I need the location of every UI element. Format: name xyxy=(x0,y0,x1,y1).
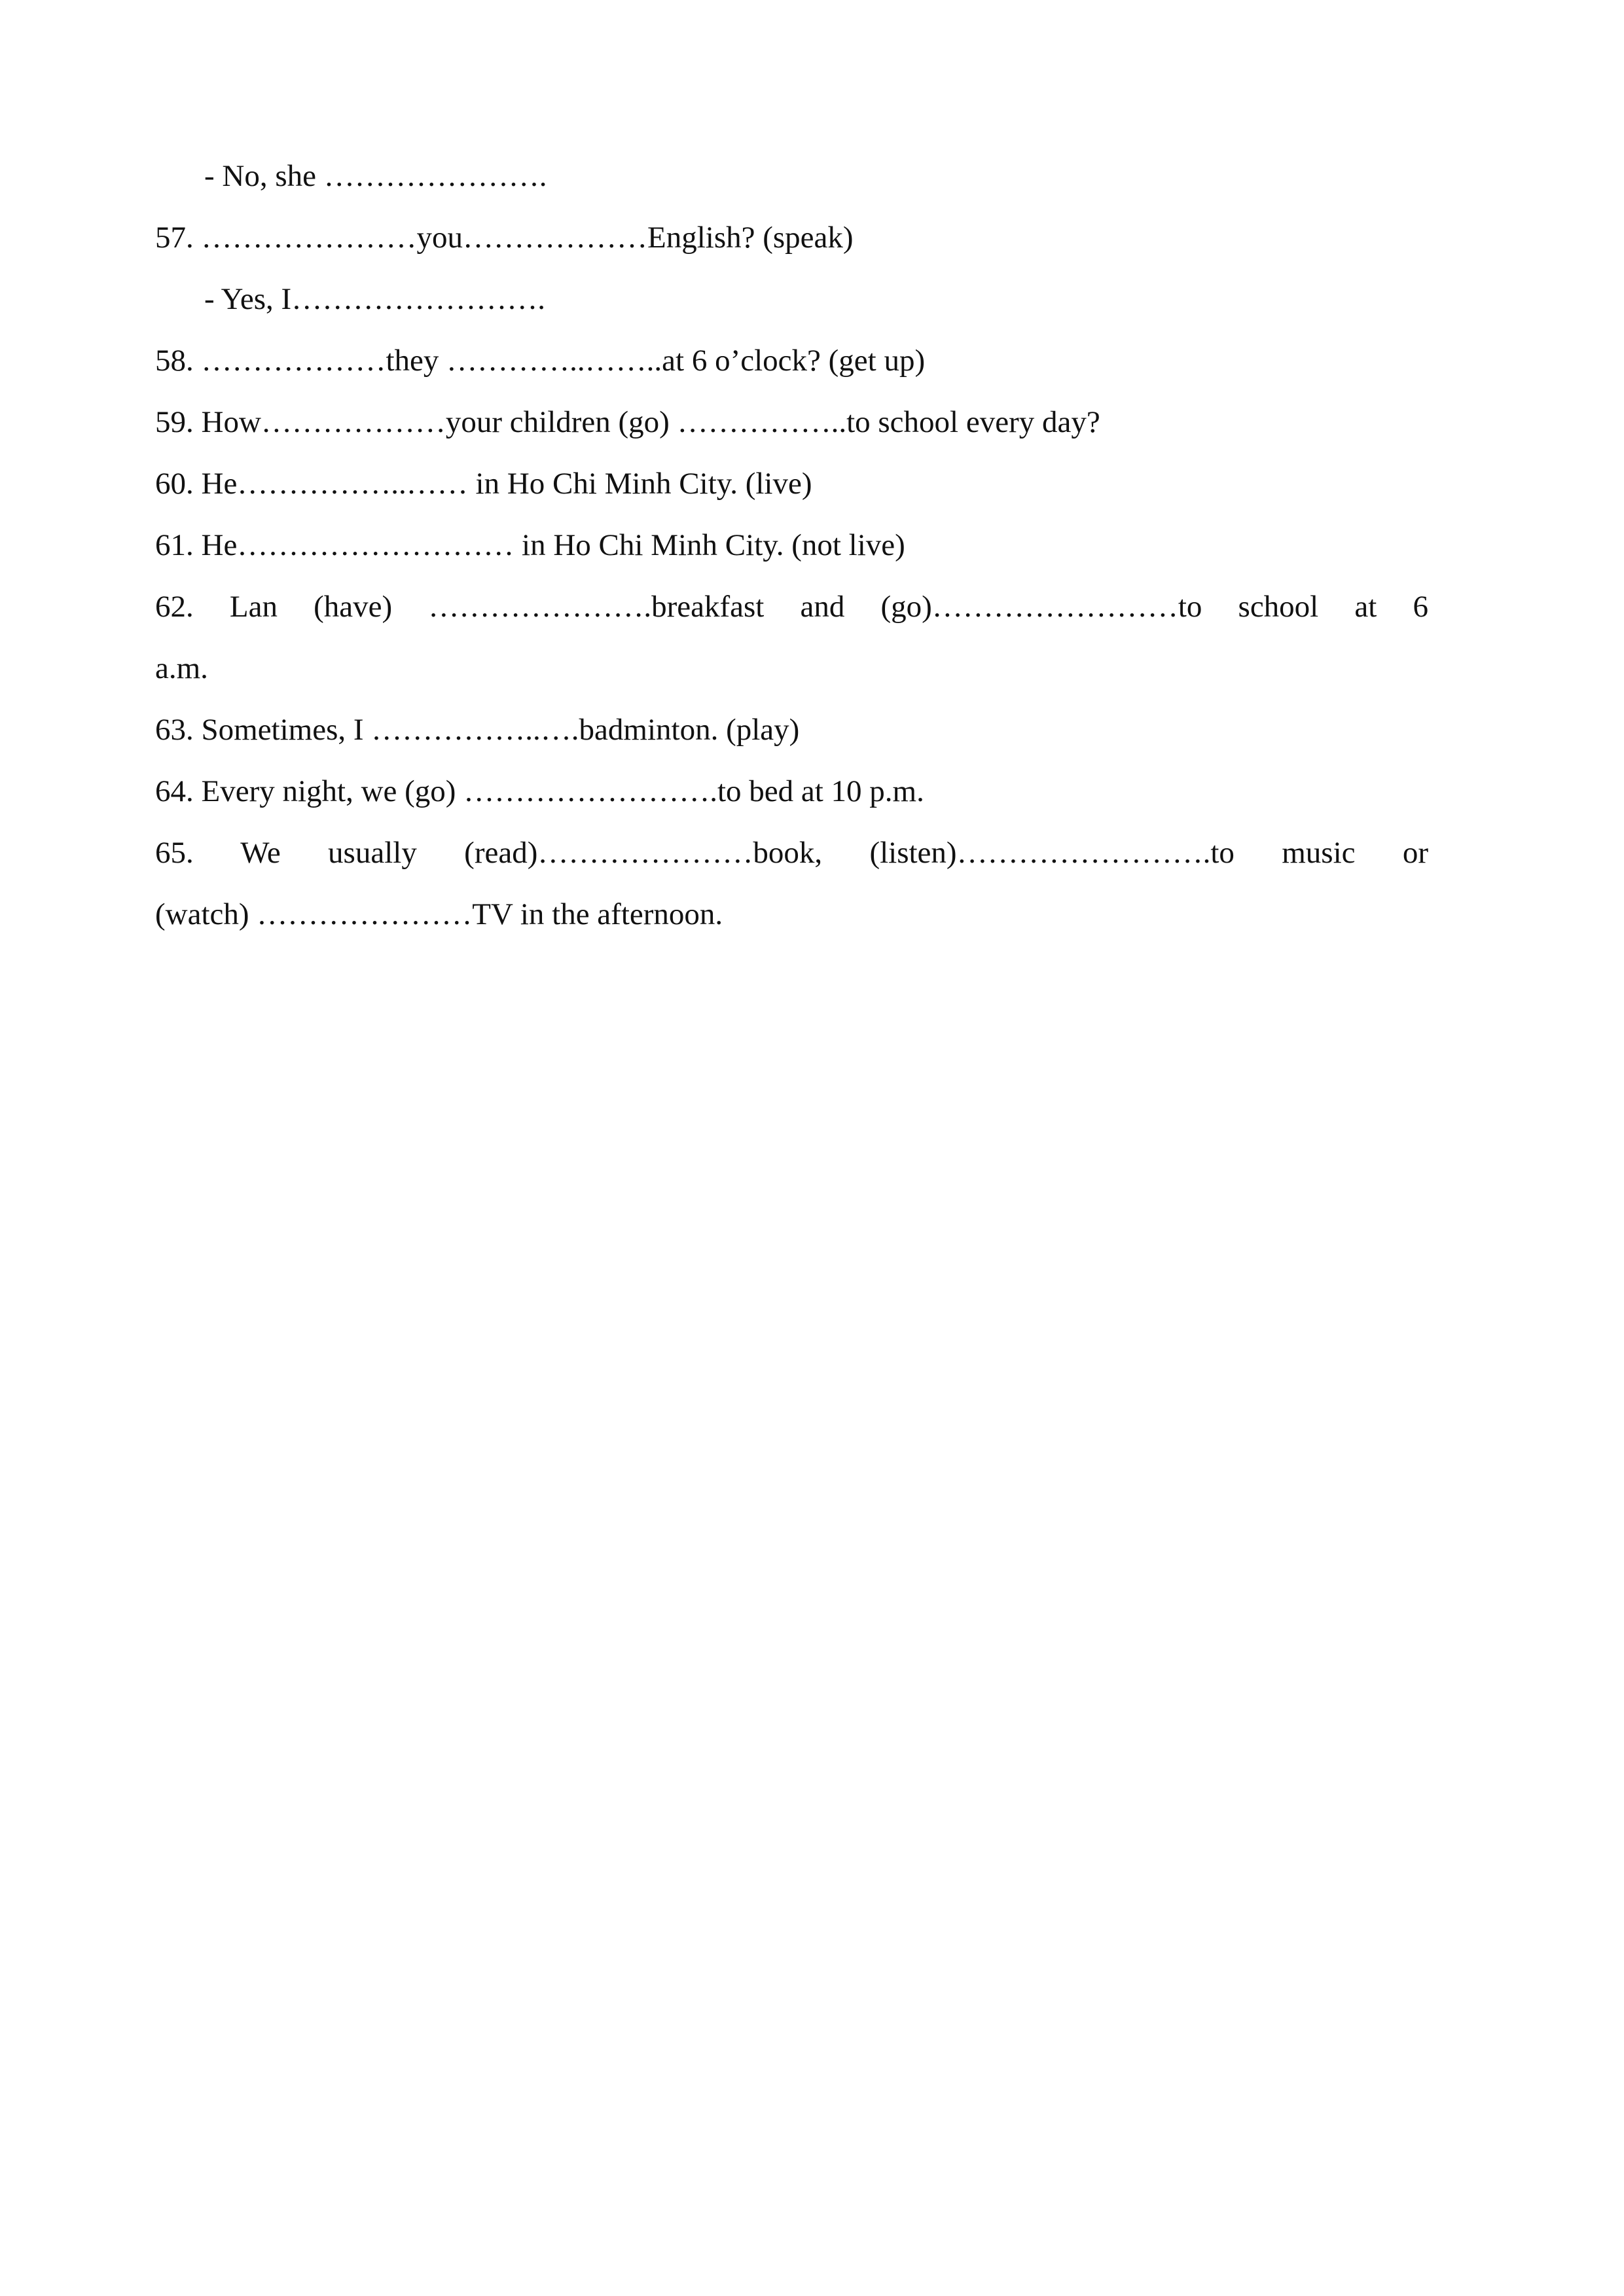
question-59: 59. How………………your children (go) ……………..to school every day? xyxy=(155,405,1100,439)
question-57: 57. …………………you………………English? (speak) xyxy=(155,221,854,255)
answer-line-56: - No, she …………………. xyxy=(204,159,547,193)
question-61: 61. He……………………… in Ho Chi Minh City. (not live) xyxy=(155,528,905,562)
question-63: 63. Sometimes, I ……………..….badminton. (play) xyxy=(155,713,800,747)
question-60: 60. He……………..…… in Ho Chi Minh City. (live) xyxy=(155,467,812,501)
question-65-line-1: 65. We usually (read)…………………book, (listen)…………………….to music or xyxy=(155,836,1428,870)
question-62-line-2: a.m. xyxy=(155,651,208,685)
question-64: 64. Every night, we (go) …………………….to bed at 10 p.m. xyxy=(155,774,924,808)
question-62-line-1: 62. Lan (have) ………………….breakfast and (go)……………………to school at 6 xyxy=(155,590,1428,624)
question-58: 58. ………………they …………..……..at 6 o’clock? (get up) xyxy=(155,344,926,378)
exercise-list xyxy=(155,145,1428,945)
answer-line-57: - Yes, I……………………. xyxy=(204,282,545,316)
question-65-line-2: (watch) …………………TV in the afternoon. xyxy=(155,897,723,931)
